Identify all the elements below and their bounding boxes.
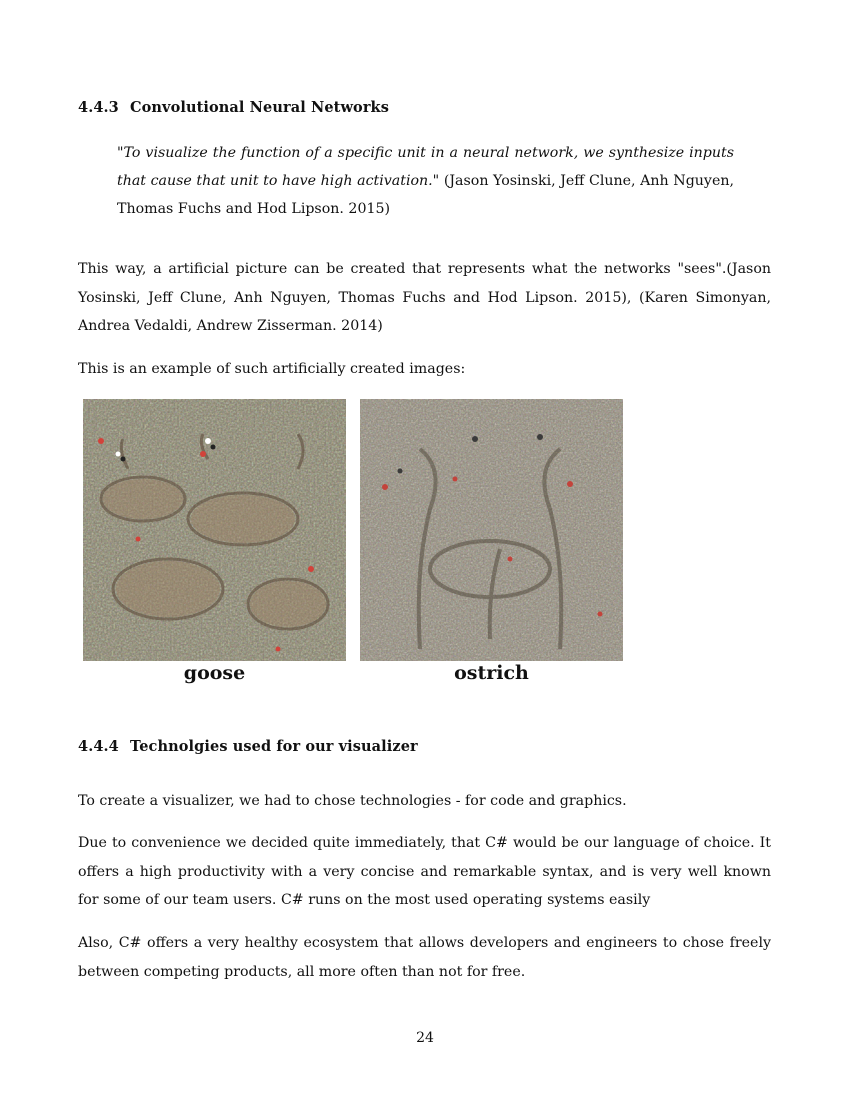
paragraph: To create a visualizer, we had to chose technologies - for code and graphics. [78, 793, 627, 809]
page-number: 24 [416, 1030, 434, 1046]
block-quote [117, 139, 734, 223]
figure-image-goose [83, 399, 346, 661]
figure-caption-goose: goose [183, 662, 246, 684]
section-heading-4-4-4 [78, 738, 778, 755]
section-title: Convolutional Neural Networks [130, 99, 389, 116]
section-number: 4.4.3 [78, 99, 119, 116]
paragraph: This is an example of such artificially created images: [78, 361, 466, 377]
section-title: Technolgies used for our visualizer [130, 738, 418, 755]
paragraph: Due to convenience we decided quite immediately, that C# would be our language of choice. It offers a high productivity with a very concise and remarkable syntax, and is very well known for some of our team users. C# runs on the most used operating systems easily [78, 835, 771, 908]
goose-visualization [83, 399, 346, 661]
figure-caption-ostrich: ostrich [454, 662, 529, 684]
paragraph: This way, a artificial picture can be created that represents what the networks "sees".(Jason Yosinski, Jeff Clune, Anh Nguyen, Thomas Fuchs and Hod Lipson. 2015), (Karen Simonyan, Andrea Vedaldi, Andrew Zisserman. 2014) [78, 261, 771, 334]
quote-citation: (Jason Yosinski, Jeff Clune, Anh Nguyen, Thomas Fuchs and Hod Lipson. 2015) [117, 173, 734, 217]
paragraph: Also, C# offers a very healthy ecosystem that allows developers and engineers to chose freely between competing products, all more often than not for free. [78, 935, 771, 980]
figure-image-ostrich [360, 399, 623, 661]
section-heading-4-4-3 [78, 99, 778, 116]
quote-text: "To visualize the function of a specific unit in a neural network, we synthesize inputs that cause that unit to have high activation." [117, 145, 734, 189]
ostrich-visualization [360, 399, 623, 661]
section-number: 4.4.4 [78, 738, 119, 755]
